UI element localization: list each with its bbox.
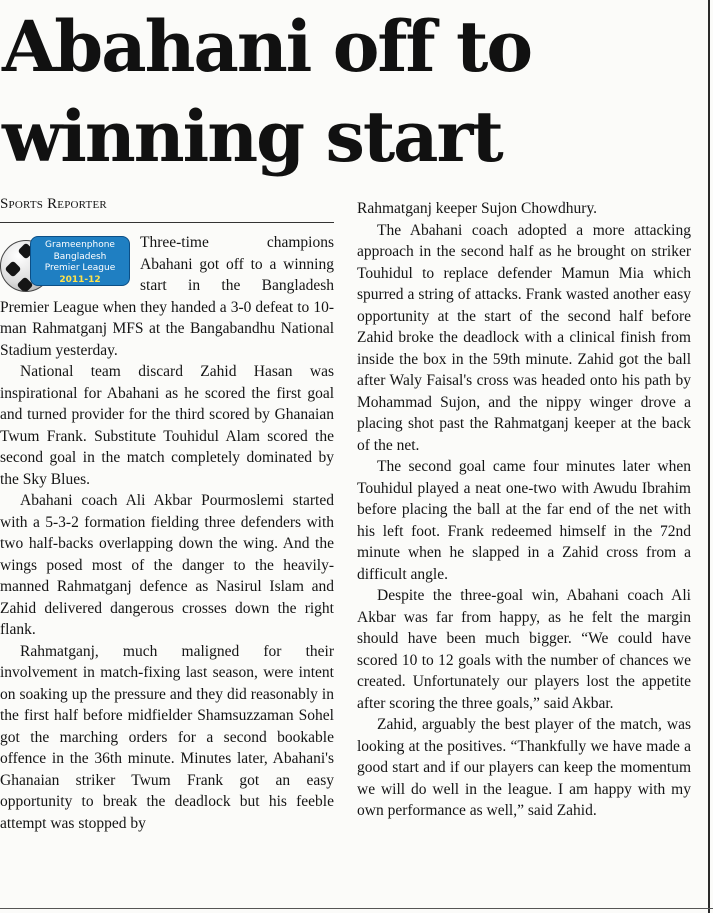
headline — [2, 2, 702, 182]
paragraph: The Abahani coach adopted a more attacking approach in the second half as he brought on striker Touhidul to replace defender Mamun Mia which spurred a string of attacks. Frank wasted another easy opportunity at the start of the second half before Zahid broke the deadlock with a clinical finish from inside the box in the 59th minute. Zahid got the ball after Waly Faisal's cross was headed onto his path by Mohammad Sujon, and the nippy winger drove a placing shot past the Rahmatganj keeper at the back of the net. — [357, 221, 691, 454]
paragraph: Despite the three-goal win, Abahani coach Ali Akbar was far from happy, as he felt the margin should have been much bigger. “We could have scored 10 to 12 goals with the number of chances we created. Unfortunately our players lost the appetite after scoring the three goals,” said Akbar. — [357, 587, 691, 712]
headline-line-1: Abahani off to — [2, 5, 532, 88]
headline-line-2: winning start — [2, 95, 502, 178]
paragraph: Rahmatganj, much maligned for their involvement in match-fixing last season, were intent on soaking up the pressure and they did reasonably in the first half before midfielder Shamsuzzaman Sohel got the marching orders for a second bookable offence in the 36th minute. Minutes later, Abahani's Ghanaian striker Twum Frank got an easy opportunity to break the deadlock but his feeble attempt was stopped by — [0, 642, 334, 832]
paragraph: The second goal came four minutes later when Touhidul played a neat one-two with Awudu Ibrahim before placing the ball at the far end of the net with his left foot. Frank redeemed himself in the 72nd minute when he slapped in a Zahid cross from a difficult angle. — [357, 458, 691, 583]
article-column-right — [357, 198, 691, 822]
paragraph: Zahid, arguably the best player of the match, was looking at the positives. “Thankfully we have made a good start and if our players can keep the momentum we will do well in the league. I am happy with my own performance as well,” said Zahid. — [357, 716, 691, 819]
paragraph-continued: Rahmatganj keeper Sujon Chowdhury. — [357, 200, 598, 217]
column-rule-right — [708, 0, 710, 913]
badge-season: 2011-12 — [59, 274, 101, 285]
badge-sponsor: Grameenphone — [45, 240, 115, 250]
league-badge-label — [30, 236, 130, 286]
badge-country: Bangladesh — [53, 251, 107, 262]
article-column-left — [0, 232, 334, 834]
paragraph: Abahani coach Ali Akbar Pourmoslemi started with a 5-3-2 formation fielding three defenders with two half-backs overlapping down the wing. And the wings posed most of the danger to the heavily-manned Rahmatganj defence as Nasirul Islam and Zahid delivered dangerous crosses down the right flank. — [0, 492, 334, 638]
badge-league: Premier League — [44, 263, 116, 273]
page-rule-bottom — [0, 908, 713, 909]
paragraph: Three-time champions Abahani got off to a winning start in the Bangladesh Premier League when they handed a 3-0 defeat to 10-man Rahmatganj MFS at the Bangabandhu National Stadium yesterday. — [0, 234, 334, 359]
byline: Sports Reporter — [0, 196, 334, 223]
league-badge — [0, 234, 132, 290]
paragraph: National team discard Zahid Hasan was inspirational for Abahani as he scored the first goal and turned provider for the third scored by Ghanaian Twum Frank. Substitute Touhidul Alam scored the second goal in the match completely dominated by the Sky Blues. — [0, 363, 334, 488]
